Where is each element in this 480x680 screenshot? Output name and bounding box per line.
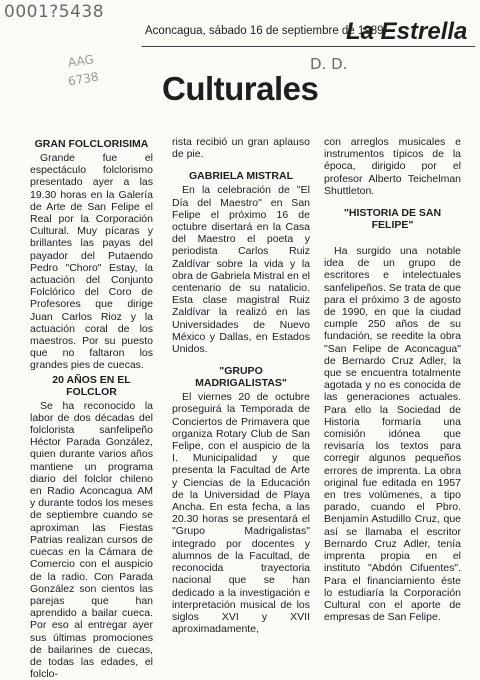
catalog-number: 0001?5438 (4, 2, 105, 22)
archive-stamp-line2: 6738 (67, 69, 100, 89)
column-2 (172, 136, 310, 635)
column-3 (324, 136, 461, 623)
paragraph-continuation: con arreglos musicales e instrumentos típicos de la época, dirigido por el profesor Alberto Teichelman Shuttleton. (324, 136, 461, 197)
section-title: Culturales (162, 70, 319, 107)
heading-historia-san-felipe: "HISTORIA DE SAN FELIPE" (343, 207, 442, 232)
dateline: Aconcagua, sábado 16 de septiembre de 1989 (145, 25, 384, 37)
heading-grupo-madrigalistas: "GRUPO MADRIGALISTAS" (195, 365, 287, 390)
archive-stamp-line1: AAG (67, 52, 95, 70)
heading-20-anos-folclor: 20 AÑOS EN EL FOLCLOR (52, 373, 131, 398)
handwritten-mark: D. D. (310, 55, 348, 73)
newspaper-name: La Estrella (346, 18, 468, 45)
paragraph-gran-folclorisima: Grande fue el espectáculo folclorismo presentado ayer a las 19.30 horas en la Galería de Arte de San Felipe el Real por la Corporación Cultural. Muy pícaras y brillantes las payas del payador del Putaendo Pedro "Choro" Estay, la actuación del Conjunto Folclórico del Coro de Profesores que dirige Juan Carlos Rioz y la actuación coral de los maestros. Por su puesto que no faltaron los grandes pies de cuecas. (30, 152, 153, 372)
paragraph-20-anos-folclor: Se ha reconocido la labor de dos décadas del folclorista sanfelipeño Héctor Parada González, quien durante varios años mantiene un programa diario del folclor chileno en Radio Aconcagua AM y durante todos los meses de septiembre cuando se aproximan las Fiestas Patrias realizan cursos de cuecas en la Cámara de Comercio con el auspicio de la radio. Con Parada González son cientos las parejas que han aprendido a bailar cueca. Por eso al entregar ayer sus últimas promociones de bailarines de cuecas, de todas las edades, el folclo- (30, 399, 153, 680)
heading-gran-folclorisima: GRAN FOLCLORISIMA (34, 138, 149, 150)
paragraph-historia-san-felipe: Ha surgido una notable idea de un grupo de escritores e intelectuales sanfelipeños. Se trata de que para el próximo 3 de agosto de 1990, en que la ciudad cumple 250 años de su fundación, se reedite la obra "San Felipe de Aconcagua" de Bernardo Cruz Adler, la que se encuentra totalmente agotada y no es conocida de las generaciones actuales. Para ello la Sociedad de Historia formaría una comisión idónea que revisaría los textos para corregir algunos pequeños errores de imprenta. La obra original fue editada en 1957 en tres volúmenes, a tipo parado, cuando el Pbro. Benjamín Astudillo Cruz, que así se llamaba el escritor Bernardo Cruz Adler, tenía imprenta propia en el instituto "Abdón Cifuentes". Para el financiamiento éste lo estudiaría la Corporación Cultural con el aporte de empresas de San Felipe. (324, 245, 461, 624)
paragraph-continuation: rista recibió un gran aplauso de pie. (172, 136, 310, 161)
paragraph-gabriela-mistral: En la celebración de "El Día del Maestro" en San Felipe el próximo 16 de octubre disertará en la Casa del Maestro el poeta y periodista Carlos Ruiz Zaldívar sobre la vida y la obra de Gabriela Mistral en el centenario de su natalicio. Esta clase magistral Ruiz Zaldívar la realizó en las Universidades de Nuevo México y Dallas, en Estados Unidos. (172, 184, 310, 356)
masthead-rule (142, 46, 475, 47)
column-1 (30, 136, 153, 680)
heading-gabriela-mistral: GABRIELA MISTRAL (188, 170, 294, 183)
paragraph-grupo-madrigalistas: El viernes 20 de octubre proseguirá la Temporada de Conciertos de Primavera que organiza Rotary Club de San Felipe, con el auspicio de la I. Municipalidad y que presenta la Facultad de Arte y Ciencias de la Educación de la Universidad de Playa Ancha. En esta fecha, a las 20.30 horas se presentará el "Grupo Madrigalistas" integrado por docentes y alumnos de la Facultad, de reconocida trayectoria nacional que se han dedicado a la investigación e interpretación musical de los siglos XVI y XVII aproximadamente, (172, 391, 310, 636)
